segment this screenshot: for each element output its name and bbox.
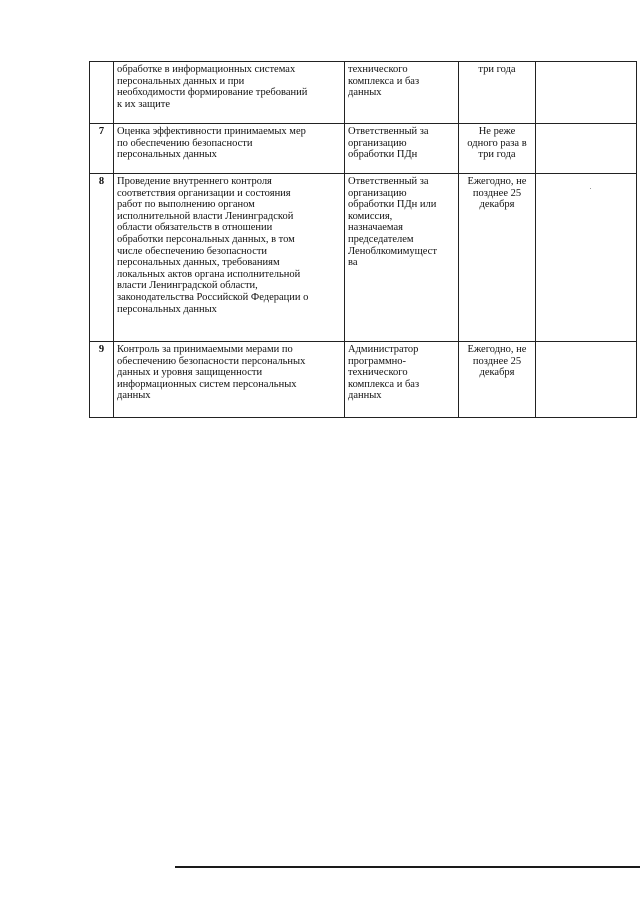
note-cell: [536, 174, 637, 342]
table-row: [90, 174, 637, 342]
responsible-cell: Ответственный за организацию обработки ПДн: [345, 124, 459, 174]
note-cell: [536, 62, 637, 124]
action-cell: обработке в информационных системах персональных данных и при необходимости формирование требований к их защите: [114, 62, 345, 124]
responsible-cell: Администратор программно- технического комплекса и баз данных: [345, 342, 459, 418]
row-number: 7: [90, 124, 114, 174]
row-number: 8: [90, 174, 114, 342]
bottom-scan-line: [175, 866, 640, 868]
responsible-cell: технического комплекса и баз данных: [345, 62, 459, 124]
table-row: [90, 342, 637, 418]
table-row: [90, 124, 637, 174]
table-row: [90, 62, 637, 124]
action-cell: Контроль за принимаемыми мерами по обеспечению безопасности персональных данных и уровня защищенности информационных систем персональных данных: [114, 342, 345, 418]
action-cell: Проведение внутреннего контроля соответствия организации и состояния работ по выполнению органом исполнительной власти Ленинградской области обязательств в отношении обработки персональных данных, в том числе обеспечению безопасности персональных данных, требованиям локальных актов органа исполнительной власти Ленинградской области, законодательства Российской Федерации о персональных данных: [114, 174, 345, 342]
responsible-cell: Ответственный за организацию обработки ПДн или комиссия, назначаемая председателем Леноблкомимущест ва: [345, 174, 459, 342]
scan-artifact: [590, 188, 591, 189]
action-cell: Оценка эффективности принимаемых мер по обеспечению безопасности персональных данных: [114, 124, 345, 174]
row-number: [90, 62, 114, 124]
row-number: 9: [90, 342, 114, 418]
term-cell: три года: [459, 62, 536, 124]
note-cell: [536, 342, 637, 418]
note-cell: [536, 124, 637, 174]
term-cell: Ежегодно, не позднее 25 декабря: [459, 342, 536, 418]
term-cell: Ежегодно, не позднее 25 декабря: [459, 174, 536, 342]
measures-table: [89, 61, 637, 418]
term-cell: Не реже одного раза в три года: [459, 124, 536, 174]
